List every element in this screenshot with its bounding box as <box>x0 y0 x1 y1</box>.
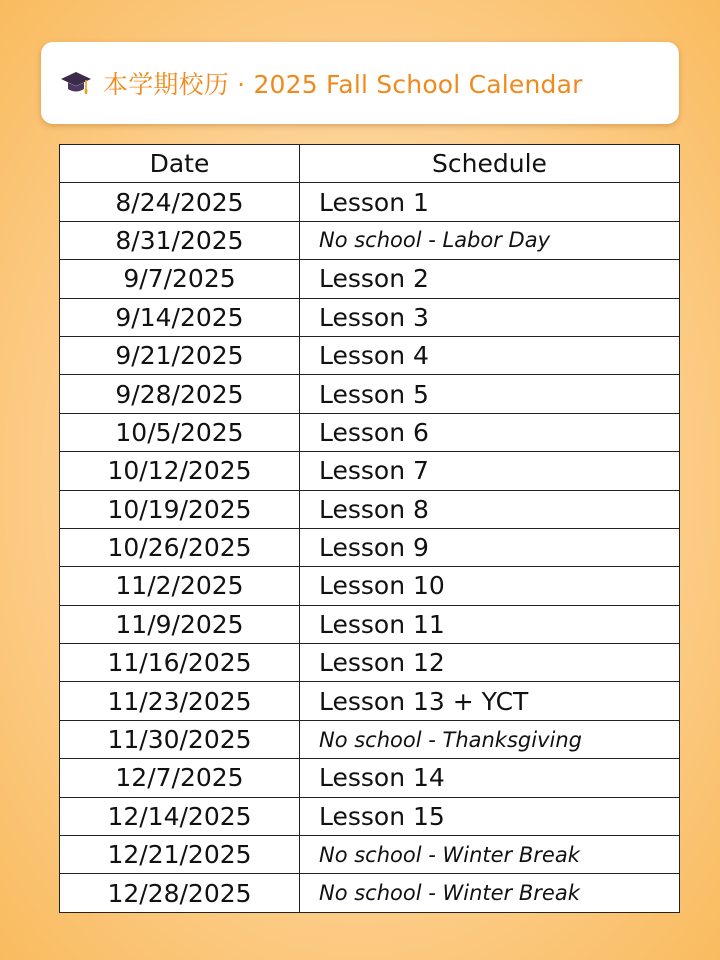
date-cell: 11/2/2025 <box>60 567 300 605</box>
no-school-cell: No school - Labor Day <box>300 221 680 259</box>
table-row <box>60 298 680 336</box>
date-cell: 8/31/2025 <box>60 221 300 259</box>
date-cell: 10/12/2025 <box>60 452 300 490</box>
date-cell: 10/5/2025 <box>60 413 300 451</box>
date-cell: 12/21/2025 <box>60 836 300 874</box>
table-row <box>60 567 680 605</box>
table-row <box>60 490 680 528</box>
schedule-cell: Lesson 7 <box>300 452 680 490</box>
date-cell: 12/7/2025 <box>60 759 300 797</box>
table-row <box>60 336 680 374</box>
schedule-cell: Lesson 12 <box>300 644 680 682</box>
table-row <box>60 183 680 221</box>
schedule-cell: Lesson 11 <box>300 605 680 643</box>
table-row <box>60 682 680 720</box>
date-cell: 8/24/2025 <box>60 183 300 221</box>
date-cell: 11/16/2025 <box>60 644 300 682</box>
date-cell: 9/21/2025 <box>60 336 300 374</box>
date-cell: 9/14/2025 <box>60 298 300 336</box>
table-header-row <box>60 145 680 183</box>
date-cell: 11/9/2025 <box>60 605 300 643</box>
column-header-date: Date <box>60 145 300 183</box>
date-cell: 12/28/2025 <box>60 874 300 912</box>
table-row <box>60 528 680 566</box>
table-row <box>60 413 680 451</box>
schedule-cell: Lesson 15 <box>300 797 680 835</box>
no-school-cell: No school - Winter Break <box>300 874 680 912</box>
no-school-cell: No school - Thanksgiving <box>300 720 680 758</box>
date-cell: 10/26/2025 <box>60 528 300 566</box>
table-row <box>60 836 680 874</box>
date-cell: 9/28/2025 <box>60 375 300 413</box>
table-row <box>60 720 680 758</box>
table-row <box>60 605 680 643</box>
schedule-cell: Lesson 4 <box>300 336 680 374</box>
table-row <box>60 260 680 298</box>
schedule-cell: Lesson 13 + YCT <box>300 682 680 720</box>
schedule-cell: Lesson 1 <box>300 183 680 221</box>
calendar-table <box>59 144 680 913</box>
table-row <box>60 644 680 682</box>
schedule-cell: Lesson 9 <box>300 528 680 566</box>
date-cell: 10/19/2025 <box>60 490 300 528</box>
schedule-cell: Lesson 14 <box>300 759 680 797</box>
table-body <box>60 183 680 912</box>
schedule-cell: Lesson 3 <box>300 298 680 336</box>
schedule-cell: Lesson 2 <box>300 260 680 298</box>
schedule-cell: Lesson 6 <box>300 413 680 451</box>
graduation-cap-icon <box>59 68 93 98</box>
table-row <box>60 221 680 259</box>
schedule-cell: Lesson 8 <box>300 490 680 528</box>
table-row <box>60 375 680 413</box>
column-header-schedule: Schedule <box>300 145 680 183</box>
table-row <box>60 759 680 797</box>
date-cell: 11/30/2025 <box>60 720 300 758</box>
schedule-cell: Lesson 10 <box>300 567 680 605</box>
table-row <box>60 452 680 490</box>
date-cell: 11/23/2025 <box>60 682 300 720</box>
page-title: 本学期校历 · 2025 Fall School Calendar <box>103 70 583 99</box>
schedule-cell: Lesson 5 <box>300 375 680 413</box>
date-cell: 9/7/2025 <box>60 260 300 298</box>
table-row <box>60 797 680 835</box>
title-banner <box>41 42 679 124</box>
no-school-cell: No school - Winter Break <box>300 836 680 874</box>
date-cell: 12/14/2025 <box>60 797 300 835</box>
table-row <box>60 874 680 912</box>
